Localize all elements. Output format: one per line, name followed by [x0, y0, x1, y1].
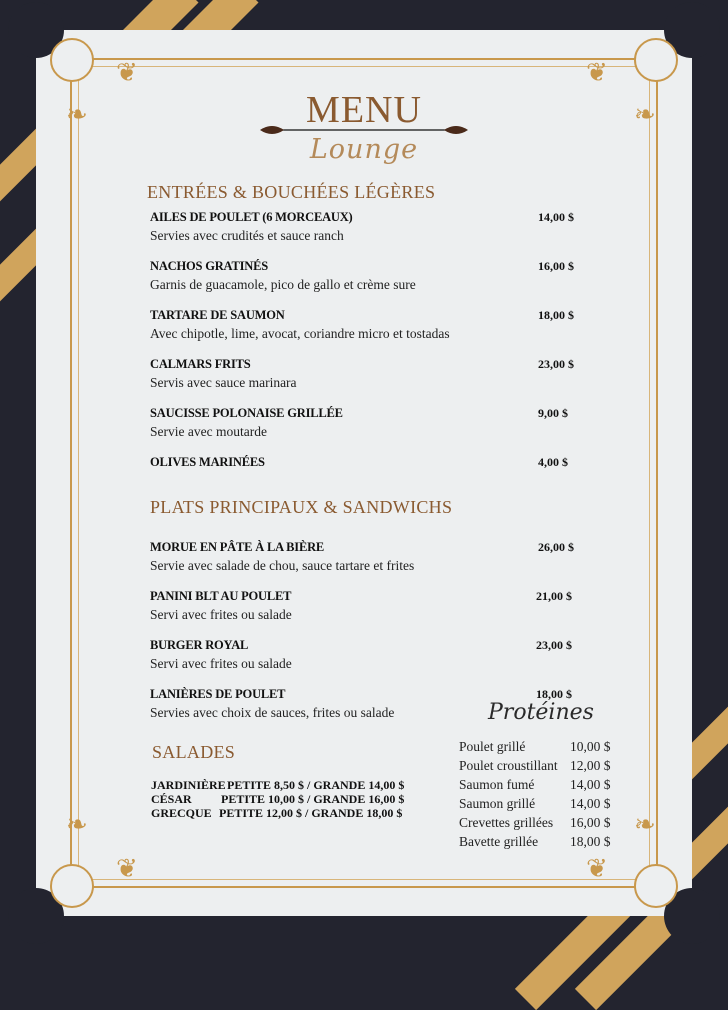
- salad-name: JARDINIÈRE: [151, 778, 226, 792]
- item-price: 14,00 $: [538, 210, 574, 224]
- item-description: Servi avec frites ou salade: [150, 656, 292, 671]
- protein-row: [459, 815, 611, 831]
- protein-row: [459, 796, 611, 812]
- menu-item: [150, 638, 580, 672]
- protein-price: 18,00 $: [570, 834, 611, 849]
- item-description: Servie avec salade de chou, sauce tartare et frites: [150, 558, 415, 573]
- item-description: Servies avec choix de sauces, frites ou salade: [150, 705, 395, 720]
- swirl-icon: ❦: [116, 58, 138, 88]
- salad-sizes: PETITE 12,00 $ / GRANDE 18,00 $: [219, 806, 403, 820]
- swirl-icon: ❧: [66, 810, 88, 840]
- menu-title: MENU: [306, 89, 422, 131]
- protein-price: 16,00 $: [570, 815, 611, 830]
- item-name: CALMARS FRITS: [150, 357, 251, 371]
- menu-item: [150, 259, 580, 293]
- item-name: PANINI BLT AU POULET: [150, 589, 292, 603]
- item-price: 9,00 $: [538, 406, 568, 420]
- item-name: SAUCISSE POLONAISE GRILLÉE: [150, 406, 343, 420]
- frame-corner: [634, 38, 678, 82]
- protein-name: Saumon grillé: [459, 796, 536, 811]
- item-name: OLIVES MARINÉES: [150, 455, 265, 469]
- swirl-icon: ❧: [634, 810, 656, 840]
- protein-price: 10,00 $: [570, 739, 611, 754]
- menu-item: [150, 357, 580, 391]
- protein-name: Crevettes grillées: [459, 815, 554, 830]
- swirl-icon: ❦: [116, 854, 138, 884]
- protein-row: [459, 834, 611, 850]
- frame-corner: [634, 864, 678, 908]
- salad-name: GRECQUE: [151, 806, 212, 820]
- item-price: 21,00 $: [536, 589, 572, 603]
- menu-item: [150, 455, 580, 470]
- menu-item: [150, 406, 580, 440]
- salad-sizes: PETITE 10,00 $ / GRANDE 16,00 $: [221, 792, 405, 806]
- salad-name: CÉSAR: [151, 792, 192, 806]
- item-price: 18,00 $: [536, 687, 572, 701]
- protein-name: Bavette grillée: [459, 834, 539, 849]
- item-description: Servies avec crudités et sauce ranch: [150, 228, 344, 243]
- item-name: AILES DE POULET (6 MORCEAUX): [150, 210, 353, 224]
- swirl-icon: ❧: [634, 100, 656, 130]
- protein-price: 12,00 $: [570, 758, 611, 773]
- frame-corner: [50, 864, 94, 908]
- item-description: Servie avec moutarde: [150, 424, 267, 439]
- salad-sizes: PETITE 8,50 $ / GRANDE 14,00 $: [227, 778, 405, 792]
- item-price: 16,00 $: [538, 259, 574, 273]
- menu-item: [150, 589, 580, 623]
- item-name: NACHOS GRATINÉS: [150, 259, 268, 273]
- item-description: Servis avec sauce marinara: [150, 375, 297, 390]
- section-heading-plats: PLATS PRINCIPAUX & SANDWICHS: [150, 497, 453, 517]
- item-description: Garnis de guacamole, pico de gallo et crème sure: [150, 277, 416, 292]
- swirl-icon: ❦: [586, 58, 608, 88]
- item-price: 23,00 $: [538, 357, 574, 371]
- protein-row: [459, 777, 611, 793]
- item-description: Avec chipotle, lime, avocat, coriandre micro et tostadas: [150, 326, 450, 341]
- item-price: 26,00 $: [538, 540, 574, 554]
- protein-name: Saumon fumé: [459, 777, 535, 792]
- item-name: TARTARE DE SAUMON: [150, 308, 285, 322]
- item-name: LANIÈRES DE POULET: [150, 687, 286, 701]
- section-heading-entrees: ENTRÉES & BOUCHÉES LÉGÈRES: [147, 182, 436, 202]
- menu-item: [150, 210, 580, 244]
- swirl-icon: ❦: [586, 854, 608, 884]
- menu-item: [150, 540, 580, 574]
- item-price: 4,00 $: [538, 455, 568, 469]
- menu-subtitle: Lounge: [309, 134, 419, 165]
- item-name: MORUE EN PÂTE À LA BIÈRE: [150, 540, 325, 554]
- swirl-icon: ❧: [66, 100, 88, 130]
- item-description: Servi avec frites ou salade: [150, 607, 292, 622]
- protein-row: [459, 758, 611, 774]
- protein-price: 14,00 $: [570, 777, 611, 792]
- item-price: 23,00 $: [536, 638, 572, 652]
- frame-corner: [50, 38, 94, 82]
- proteines-heading: Protéines: [488, 700, 594, 725]
- protein-name: Poulet grillé: [459, 739, 526, 754]
- protein-name: Poulet croustillant: [459, 758, 558, 773]
- item-name: BURGER ROYAL: [150, 638, 249, 652]
- protein-price: 14,00 $: [570, 796, 611, 811]
- section-heading-salades: SALADES: [152, 742, 236, 762]
- item-price: 18,00 $: [538, 308, 574, 322]
- menu-item: [150, 308, 580, 342]
- protein-row: [459, 739, 611, 755]
